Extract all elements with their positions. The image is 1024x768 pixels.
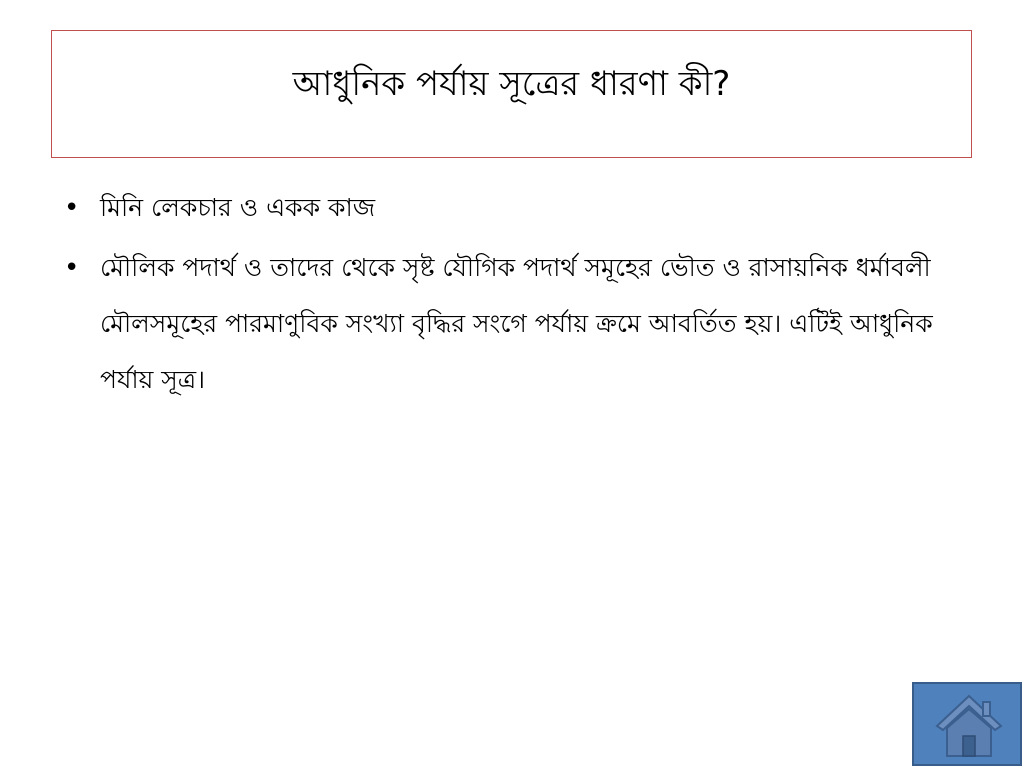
home-icon	[934, 690, 1004, 760]
bullet-marker: •	[64, 193, 80, 223]
bullet-marker: •	[64, 253, 80, 283]
bullet-item	[62, 180, 942, 236]
slide-title: আধুনিক পর্যায় সূত্রের ধারণা কী?	[292, 64, 731, 104]
bullet-item	[62, 240, 942, 408]
bullet-list	[62, 180, 942, 412]
bullet-text: মৌলিক পদার্থ ও তাদের থেকে সৃষ্ট যৌগিক পদার্থ সমূহের ভৌত ও রাসায়নিক ধর্মাবলী মৌলসমূহের পারমাণুবিক সংখ্যা বৃদ্ধির সংগে পর্যায় ক্রমে আবর্তিত হয়। এটিই আধুনিক পর্যায় সূত্র।	[100, 253, 933, 394]
bullet-text: মিনি লেকচার ও একক কাজ	[100, 193, 376, 222]
title-box	[51, 30, 972, 158]
home-button[interactable]	[912, 682, 1022, 766]
